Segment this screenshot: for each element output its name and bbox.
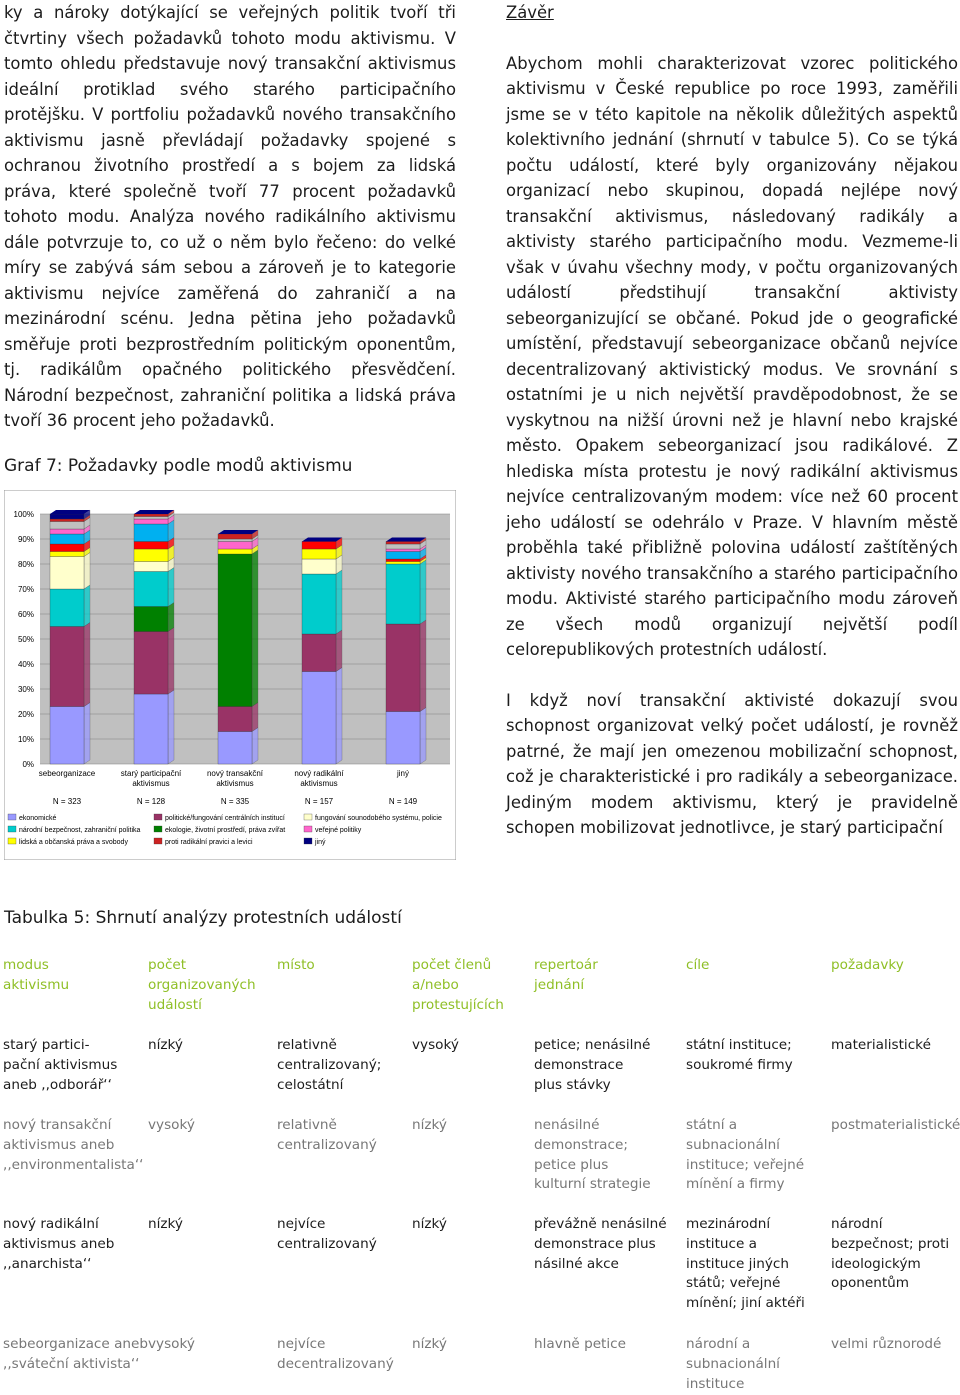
legend-label: národní bezpečnost, zahraniční politika bbox=[19, 827, 141, 834]
bar-segment bbox=[134, 517, 168, 520]
table-cell: národní bezpečnost; proti ideologickým oponentům bbox=[831, 1216, 950, 1292]
bar-segment bbox=[50, 519, 84, 522]
legend-swatch bbox=[8, 838, 16, 844]
bar-segment bbox=[134, 562, 168, 572]
bar-segment bbox=[302, 574, 336, 634]
legend-swatch bbox=[154, 814, 162, 820]
table-row bbox=[3, 1116, 960, 1215]
table-cell: převážně nenásilné demonstrace plus násilné akce bbox=[534, 1216, 667, 1272]
right-paragraph-1: Abychom mohli charakterizovat vzorec politického aktivismu v České republice po roce 1993, zaměřili jsme se v této kapitole na několik důležitých aspektů kolektivního jednání (shrnutí v tabulce 5). Co se týká počtu událostí, které byly organizovány nějakou organizací nebo skupinou, dopadá nejlépe nový transakční aktivismus, následovaný radikály a aktivisty starého participačního modu. Vezmeme-li však v úvahu všechny mody, v počtu organizovaných událostí předstihují transakční aktivisty sebeorganizující se občané. Pokud jde o geografické umístění, představují sebeorganizace občanů nejvíce decentralizovaný aktivistický modus. Ve srovnání s ostatními je u nich největší pravděpodobnost, že se vyskytnou na nižší úrovni než je hlavní nebo krajské město. Opakem sebeorganizací jsou radikálové. Z hlediska místa protestu je nový radikální aktivismus nejvíce centralizovaným modem: více než 60 procent jeho událostí se odehrálo v Praze. V hlavním městě proběhla také přibližně polovina událostí zaštítěných aktivisty nového transakčního a starého participačního modu. Aktivisté starého participačního modu zároveň ze všech modů organizují největší podíl celorepublikových protestních událostí. bbox=[506, 53, 958, 659]
bar-side bbox=[336, 630, 342, 672]
table-cell: národní a subnacionální instituce bbox=[686, 1336, 780, 1392]
legend-swatch bbox=[304, 814, 312, 820]
table-cell: nejvíce decentralizovaný bbox=[277, 1336, 394, 1372]
table-cell: vysoký bbox=[412, 1037, 459, 1053]
right-paragraph-2: I když noví transakční aktivisté dokazují svou schopnost organizovat velký počet událostí, je rovněž patrné, že mají jen omezenou mobilizační schopnost, což je charakteristické i pro radikály a sebeorganizace. Jediným modem aktivismu, který je pravidelně schopen mobilizovat jednotlivce, je starý participační bbox=[506, 690, 958, 837]
bar-side bbox=[252, 728, 258, 765]
n-label: N = 157 bbox=[304, 797, 334, 806]
table-row bbox=[3, 1036, 960, 1116]
table-cell: materialistické bbox=[831, 1037, 931, 1053]
bar-segment bbox=[134, 607, 168, 632]
bar-segment bbox=[386, 542, 420, 545]
x-category-label: nový radikální bbox=[294, 769, 344, 778]
x-category-label: starý participační bbox=[120, 769, 182, 778]
bar-segment bbox=[386, 624, 420, 712]
bar-side bbox=[84, 585, 90, 627]
bar-top bbox=[134, 510, 174, 514]
y-tick-label: 50% bbox=[17, 635, 34, 644]
bar-segment bbox=[50, 552, 84, 557]
bar-segment bbox=[218, 554, 252, 707]
table-title: Tabulka 5: Shrnutí analýzy protestních událostí bbox=[4, 908, 402, 928]
conclusion-heading: Závěr bbox=[506, 3, 554, 22]
bar-side bbox=[168, 603, 174, 632]
bar-segment bbox=[386, 712, 420, 765]
header-cell: místo bbox=[277, 957, 315, 973]
legend-swatch bbox=[154, 826, 162, 832]
table-cell: relativně centralizovaný; celostátní bbox=[277, 1037, 382, 1093]
bar-segment bbox=[386, 544, 420, 549]
bar-segment bbox=[134, 572, 168, 607]
bar-side bbox=[420, 560, 426, 624]
bar-side bbox=[168, 568, 174, 607]
x-category-label: aktivismus bbox=[300, 779, 338, 788]
legend-label: ekonomické bbox=[19, 815, 57, 822]
bar-segment bbox=[50, 707, 84, 765]
bar-segment bbox=[302, 542, 336, 550]
n-label: N = 335 bbox=[220, 797, 250, 806]
header-cell: cíle bbox=[686, 957, 710, 973]
bar-segment bbox=[134, 632, 168, 695]
bar-segment bbox=[134, 514, 168, 517]
bar-segment bbox=[218, 732, 252, 765]
bar-segment bbox=[386, 559, 420, 562]
legend-label: lidská a občanská práva a svobody bbox=[19, 839, 128, 846]
bar-side bbox=[420, 620, 426, 712]
table-cell: vysoký bbox=[148, 1117, 195, 1133]
bar-side bbox=[168, 628, 174, 695]
bar-segment bbox=[134, 524, 168, 542]
table-cell: postmaterialistické bbox=[831, 1117, 960, 1133]
bar-top bbox=[302, 538, 342, 542]
bar-segment bbox=[302, 672, 336, 765]
y-tick-label: 70% bbox=[17, 585, 34, 594]
bar-segment bbox=[218, 542, 252, 550]
legend-label: politické/fungování centrálních institucí bbox=[165, 815, 285, 822]
table-cell: nízký bbox=[412, 1216, 447, 1232]
bar-segment bbox=[50, 522, 84, 530]
bar-side bbox=[252, 703, 258, 732]
table-cell: velmi různorodé bbox=[831, 1336, 942, 1352]
bar-segment bbox=[134, 694, 168, 764]
bar-segment bbox=[218, 549, 252, 554]
bar-segment bbox=[386, 552, 420, 560]
bar-segment bbox=[218, 539, 252, 542]
bar-side bbox=[420, 708, 426, 765]
header-cell: počet členů a/nebo protestujících bbox=[412, 957, 504, 1013]
table-cell: starý partici- pační aktivismus aneb ,,odborář‘‘ bbox=[3, 1037, 118, 1093]
table-row bbox=[3, 1335, 960, 1395]
table-header-row bbox=[3, 956, 960, 1036]
table-cell: nízký bbox=[412, 1117, 447, 1133]
legend-label: veřejné politiky bbox=[315, 827, 362, 834]
y-tick-label: 20% bbox=[17, 710, 34, 719]
legend-label: ekologie, životní prostředí, práva zvířat bbox=[165, 827, 286, 834]
table-cell: mezinárodní instituce a instituce jiných států; veřejné mínění; jiní aktéři bbox=[686, 1216, 805, 1312]
summary-table bbox=[3, 956, 960, 1395]
n-label: N = 149 bbox=[388, 797, 418, 806]
x-category-label: aktivismus bbox=[132, 779, 170, 788]
legend-label: proti radikální pravici a levici bbox=[165, 839, 253, 846]
bar-segment bbox=[302, 634, 336, 672]
y-tick-label: 60% bbox=[17, 610, 34, 619]
bar-top bbox=[50, 510, 90, 514]
y-tick-label: 10% bbox=[17, 735, 34, 744]
bar-segment bbox=[302, 549, 336, 559]
table-cell: státní a subnacionální instituce; veřejné mínění a firmy bbox=[686, 1117, 805, 1193]
legend-swatch bbox=[8, 814, 16, 820]
bar-segment bbox=[50, 534, 84, 544]
table-cell: nízký bbox=[412, 1336, 447, 1352]
n-label: N = 128 bbox=[136, 797, 166, 806]
table-cell: nový radikální aktivismus aneb ,,anarchista‘‘ bbox=[3, 1216, 115, 1272]
bar-segment bbox=[302, 559, 336, 574]
bar-side bbox=[84, 553, 90, 590]
bar-side bbox=[168, 690, 174, 764]
y-tick-label: 90% bbox=[17, 535, 34, 544]
bar-segment bbox=[218, 707, 252, 732]
x-category-label: nový transakční bbox=[206, 769, 264, 778]
bar-top bbox=[218, 530, 258, 534]
bar-side bbox=[84, 703, 90, 765]
table-cell: nový transakční aktivismus aneb ,,environmentalista‘‘ bbox=[3, 1117, 144, 1173]
bar-side bbox=[336, 668, 342, 765]
table-cell: nejvíce centralizovaný bbox=[277, 1216, 377, 1252]
bar-segment bbox=[50, 589, 84, 627]
x-category-label: jiný bbox=[396, 769, 410, 778]
bar-segment bbox=[134, 519, 168, 524]
bar-segment bbox=[50, 514, 84, 519]
y-tick-label: 30% bbox=[17, 685, 34, 694]
table-cell: relativně centralizovaný bbox=[277, 1117, 377, 1153]
legend-swatch bbox=[8, 826, 16, 832]
bar-segment bbox=[50, 557, 84, 590]
bar-side bbox=[84, 623, 90, 707]
header-cell: počet organizovaných událostí bbox=[148, 957, 256, 1013]
bar-segment bbox=[134, 542, 168, 550]
table-row bbox=[3, 1215, 960, 1335]
bar-segment bbox=[50, 529, 84, 534]
table-cell: nízký bbox=[148, 1037, 183, 1053]
bar-segment bbox=[50, 544, 84, 552]
n-label: N = 323 bbox=[52, 797, 82, 806]
y-tick-label: 40% bbox=[17, 660, 34, 669]
table-cell: sebeorganizace aneb ,,sváteční aktivista‘‘ bbox=[3, 1336, 149, 1372]
x-category-label: aktivismus bbox=[216, 779, 254, 788]
y-tick-label: 80% bbox=[17, 560, 34, 569]
left-paragraph: ky a nároky dotýkající se veřejných politik tvoří tři čtvrtiny všech požadavků tohoto modu aktivismu. V tomto ohledu představuje nový transakční aktivismus ideální protiklad svého starého participačního protějšku. V portfoliu požadavků nového transakčního aktivismu jasně převládají požadavky spojené s ochranou životního prostředí a s bojem za lidská práva, které společně tvoří 77 procent požadavků tohoto modu. Analýza nového radikálního aktivismu dále potvrzuje to, co už o něm bylo řečeno: do velké míry se zabývá sám sebou a zároveň je to kategorie aktivismu nejvíce zaměřená do zahraničí a na mezinárodní scénu. Jedna pětina jeho požadavků směřuje proti bezprostředním politickým oponentům, tj. radikálům opačného politického přesvědčení. Národní bezpečnost, zahraniční politika a lidská práva tvoří 36 procent jeho požadavků. bbox=[4, 3, 456, 430]
bar-segment bbox=[386, 564, 420, 624]
table-cell: vysoký bbox=[148, 1336, 195, 1352]
bar-side bbox=[252, 550, 258, 707]
legend-swatch bbox=[154, 838, 162, 844]
bar-segment bbox=[386, 562, 420, 565]
header-cell: požadavky bbox=[831, 957, 904, 973]
legend-label: jiný bbox=[315, 839, 326, 846]
header-cell: modus aktivismu bbox=[3, 957, 70, 993]
table-cell: státní instituce; soukromé firmy bbox=[686, 1037, 793, 1073]
table-cell: petice; nenásilné demonstrace plus stávky bbox=[534, 1037, 651, 1093]
table-cell: nenásilné demonstrace; petice plus kulturní strategie bbox=[534, 1117, 651, 1193]
legend-label: fungování sounodobého systému, policie bbox=[315, 815, 442, 822]
stacked-bar-chart bbox=[4, 490, 456, 860]
table-cell: hlavně petice bbox=[534, 1336, 627, 1352]
x-category-label: sebeorganizace bbox=[38, 769, 96, 778]
y-tick-label: 100% bbox=[13, 510, 34, 519]
right-column bbox=[506, 0, 958, 841]
bar-top bbox=[386, 538, 426, 542]
left-column bbox=[4, 0, 456, 434]
bar-segment bbox=[218, 534, 252, 539]
header-cell: repertoár jednání bbox=[534, 957, 598, 993]
y-tick-label: 0% bbox=[22, 760, 34, 769]
legend-swatch bbox=[304, 838, 312, 844]
graph-title: Graf 7: Požadavky podle modů aktivismu bbox=[4, 456, 353, 476]
bar-segment bbox=[386, 549, 420, 552]
bar-segment bbox=[50, 627, 84, 707]
table-cell: nízký bbox=[148, 1216, 183, 1232]
bar-side bbox=[336, 570, 342, 634]
legend-swatch bbox=[304, 826, 312, 832]
bar-segment bbox=[134, 549, 168, 562]
